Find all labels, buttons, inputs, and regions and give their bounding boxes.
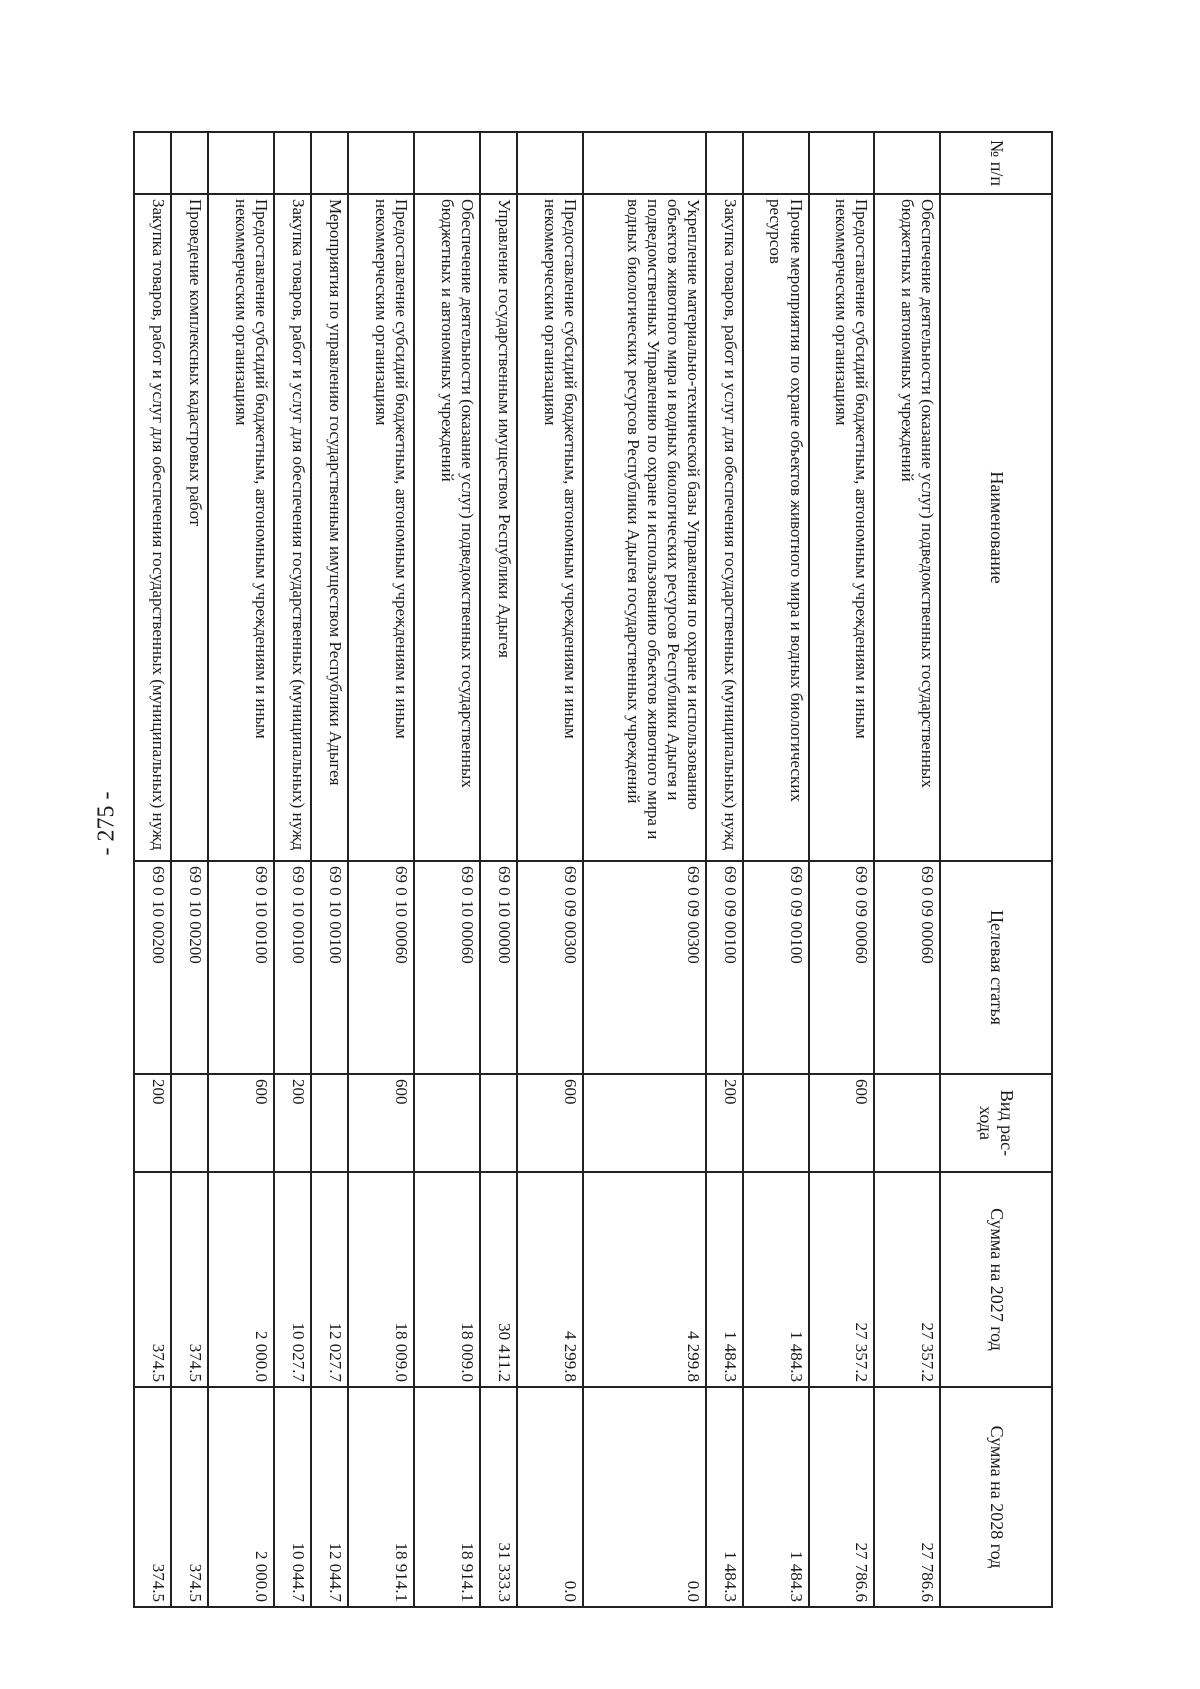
cell-num <box>134 132 171 194</box>
cell-sum-2027: 4 299.8 <box>517 1172 583 1387</box>
cell-sum-2028: 18 914.1 <box>348 1387 414 1607</box>
cell-article: 69 0 09 00300 <box>583 861 706 1074</box>
cell-article: 69 0 09 00100 <box>706 861 743 1074</box>
cell-name: Мероприятия по управлению государственным имуществом Республики Адыгея <box>311 194 348 861</box>
table-header-row <box>940 132 1052 1607</box>
cell-article: 69 0 10 00000 <box>480 861 517 1074</box>
cell-article: 69 0 10 00060 <box>348 861 414 1074</box>
header-sum-2028: Сумма на 2028 год <box>940 1387 1052 1607</box>
cell-sum-2027: 1 484.3 <box>743 1172 809 1387</box>
cell-name: Закупка товаров, работ и услуг для обеспечения государственных (муниципальных) нужд <box>706 194 743 861</box>
cell-name: Закупка товаров, работ и услуг для обеспечения государственных (муниципальных) нужд <box>134 194 171 861</box>
table-row <box>480 132 517 1607</box>
cell-sum-2027: 18 009.0 <box>414 1172 480 1387</box>
cell-article: 69 0 10 00200 <box>171 861 208 1074</box>
cell-sum-2027: 2 000.0 <box>208 1172 274 1387</box>
cell-num <box>311 132 348 194</box>
cell-name: Укрепление материально-технической базы Управления по охране и использованию объектов животного мира и водных биологических ресурсов Республики Адыгея и подведомственных Управлению по охране и использованию объектов животного мира и водных биологических ресурсов Республики Адыгея государственных учреждений <box>583 194 706 861</box>
cell-sum-2028: 27 786.6 <box>874 1387 940 1607</box>
cell-expense-type: 600 <box>208 1074 274 1172</box>
cell-sum-2027: 30 411.2 <box>480 1172 517 1387</box>
cell-sum-2027: 1 484.3 <box>706 1172 743 1387</box>
page-number: - 275 - <box>93 791 120 856</box>
table-row <box>274 132 311 1607</box>
table-row <box>874 132 940 1607</box>
cell-sum-2028: 10 044.7 <box>274 1387 311 1607</box>
header-expense-type: Вид рас-хода <box>940 1074 1052 1172</box>
cell-expense-type <box>480 1074 517 1172</box>
cell-name: Прочие мероприятия по охране объектов животного мира и водных биологических ресурсов <box>743 194 809 861</box>
cell-expense-type: 200 <box>134 1074 171 1172</box>
cell-name: Обеспечение деятельности (оказание услуг) подведомственных государственных бюджетных и автономных учреждений <box>414 194 480 861</box>
cell-num <box>809 132 875 194</box>
cell-sum-2028: 374.5 <box>134 1387 171 1607</box>
cell-sum-2027: 27 357.2 <box>809 1172 875 1387</box>
cell-name: Проведение комплексных кадастровых работ <box>171 194 208 861</box>
table-row <box>348 132 414 1607</box>
cell-sum-2027: 12 027.7 <box>311 1172 348 1387</box>
cell-article: 69 0 09 00060 <box>809 861 875 1074</box>
cell-expense-type <box>171 1074 208 1172</box>
cell-expense-type: 600 <box>348 1074 414 1172</box>
cell-sum-2027: 10 027.7 <box>274 1172 311 1387</box>
cell-expense-type: 600 <box>809 1074 875 1172</box>
table-row <box>134 132 171 1607</box>
cell-sum-2027: 18 009.0 <box>348 1172 414 1387</box>
cell-name: Предоставление субсидий бюджетным, автономным учреждениям и иным некоммерческим организациям <box>809 194 875 861</box>
cell-num <box>517 132 583 194</box>
cell-num <box>274 132 311 194</box>
cell-sum-2028: 12 044.7 <box>311 1387 348 1607</box>
cell-article: 69 0 10 00060 <box>414 861 480 1074</box>
cell-article: 69 0 10 00100 <box>274 861 311 1074</box>
table-body <box>134 132 940 1607</box>
cell-name: Предоставление субсидий бюджетным, автономным учреждениям и иным некоммерческим организациям <box>517 194 583 861</box>
cell-sum-2028: 31 333.3 <box>480 1387 517 1607</box>
table-row <box>809 132 875 1607</box>
table-row <box>743 132 809 1607</box>
table-row <box>171 132 208 1607</box>
cell-num <box>171 132 208 194</box>
header-num: № п/п <box>940 132 1052 194</box>
cell-expense-type <box>583 1074 706 1172</box>
cell-article: 69 0 10 00200 <box>134 861 171 1074</box>
cell-article: 69 0 09 00100 <box>743 861 809 1074</box>
cell-expense-type <box>743 1074 809 1172</box>
cell-num <box>583 132 706 194</box>
header-sum-2027: Сумма на 2027 год <box>940 1172 1052 1387</box>
cell-num <box>874 132 940 194</box>
cell-name: Предоставление субсидий бюджетным, автономным учреждениям и иным некоммерческим организациям <box>208 194 274 861</box>
cell-article: 69 0 09 00300 <box>517 861 583 1074</box>
cell-name: Предоставление субсидий бюджетным, автономным учреждениям и иным некоммерческим организациям <box>348 194 414 861</box>
cell-num <box>348 132 414 194</box>
cell-expense-type: 600 <box>517 1074 583 1172</box>
budget-table <box>133 131 1053 1608</box>
cell-sum-2028: 1 484.3 <box>706 1387 743 1607</box>
cell-expense-type <box>874 1074 940 1172</box>
cell-expense-type: 200 <box>274 1074 311 1172</box>
cell-sum-2028: 374.5 <box>171 1387 208 1607</box>
cell-sum-2028: 0.0 <box>583 1387 706 1607</box>
cell-sum-2028: 1 484.3 <box>743 1387 809 1607</box>
table-row <box>414 132 480 1607</box>
cell-name: Управление государственным имуществом Республики Адыгея <box>480 194 517 861</box>
cell-article: 69 0 09 00060 <box>874 861 940 1074</box>
cell-sum-2028: 27 786.6 <box>809 1387 875 1607</box>
rotated-table-wrapper <box>133 131 1053 1606</box>
cell-name: Обеспечение деятельности (оказание услуг) подведомственных государственных бюджетных и автономных учреждений <box>874 194 940 861</box>
cell-sum-2027: 374.5 <box>171 1172 208 1387</box>
cell-expense-type <box>311 1074 348 1172</box>
cell-num <box>743 132 809 194</box>
cell-num <box>480 132 517 194</box>
cell-article: 69 0 10 00100 <box>208 861 274 1074</box>
table-row <box>517 132 583 1607</box>
cell-sum-2028: 0.0 <box>517 1387 583 1607</box>
table-row <box>583 132 706 1607</box>
cell-expense-type: 200 <box>706 1074 743 1172</box>
cell-num <box>414 132 480 194</box>
table-row <box>208 132 274 1607</box>
cell-sum-2028: 2 000.0 <box>208 1387 274 1607</box>
cell-article: 69 0 10 00100 <box>311 861 348 1074</box>
header-name: Наименование <box>940 194 1052 861</box>
cell-expense-type <box>414 1074 480 1172</box>
header-article: Целевая статья <box>940 861 1052 1074</box>
cell-num <box>208 132 274 194</box>
cell-sum-2027: 27 357.2 <box>874 1172 940 1387</box>
cell-sum-2028: 18 914.1 <box>414 1387 480 1607</box>
cell-sum-2027: 4 299.8 <box>583 1172 706 1387</box>
cell-num <box>706 132 743 194</box>
table-row <box>706 132 743 1607</box>
cell-name: Закупка товаров, работ и услуг для обеспечения государственных (муниципальных) нужд <box>274 194 311 861</box>
cell-sum-2027: 374.5 <box>134 1172 171 1387</box>
table-row <box>311 132 348 1607</box>
